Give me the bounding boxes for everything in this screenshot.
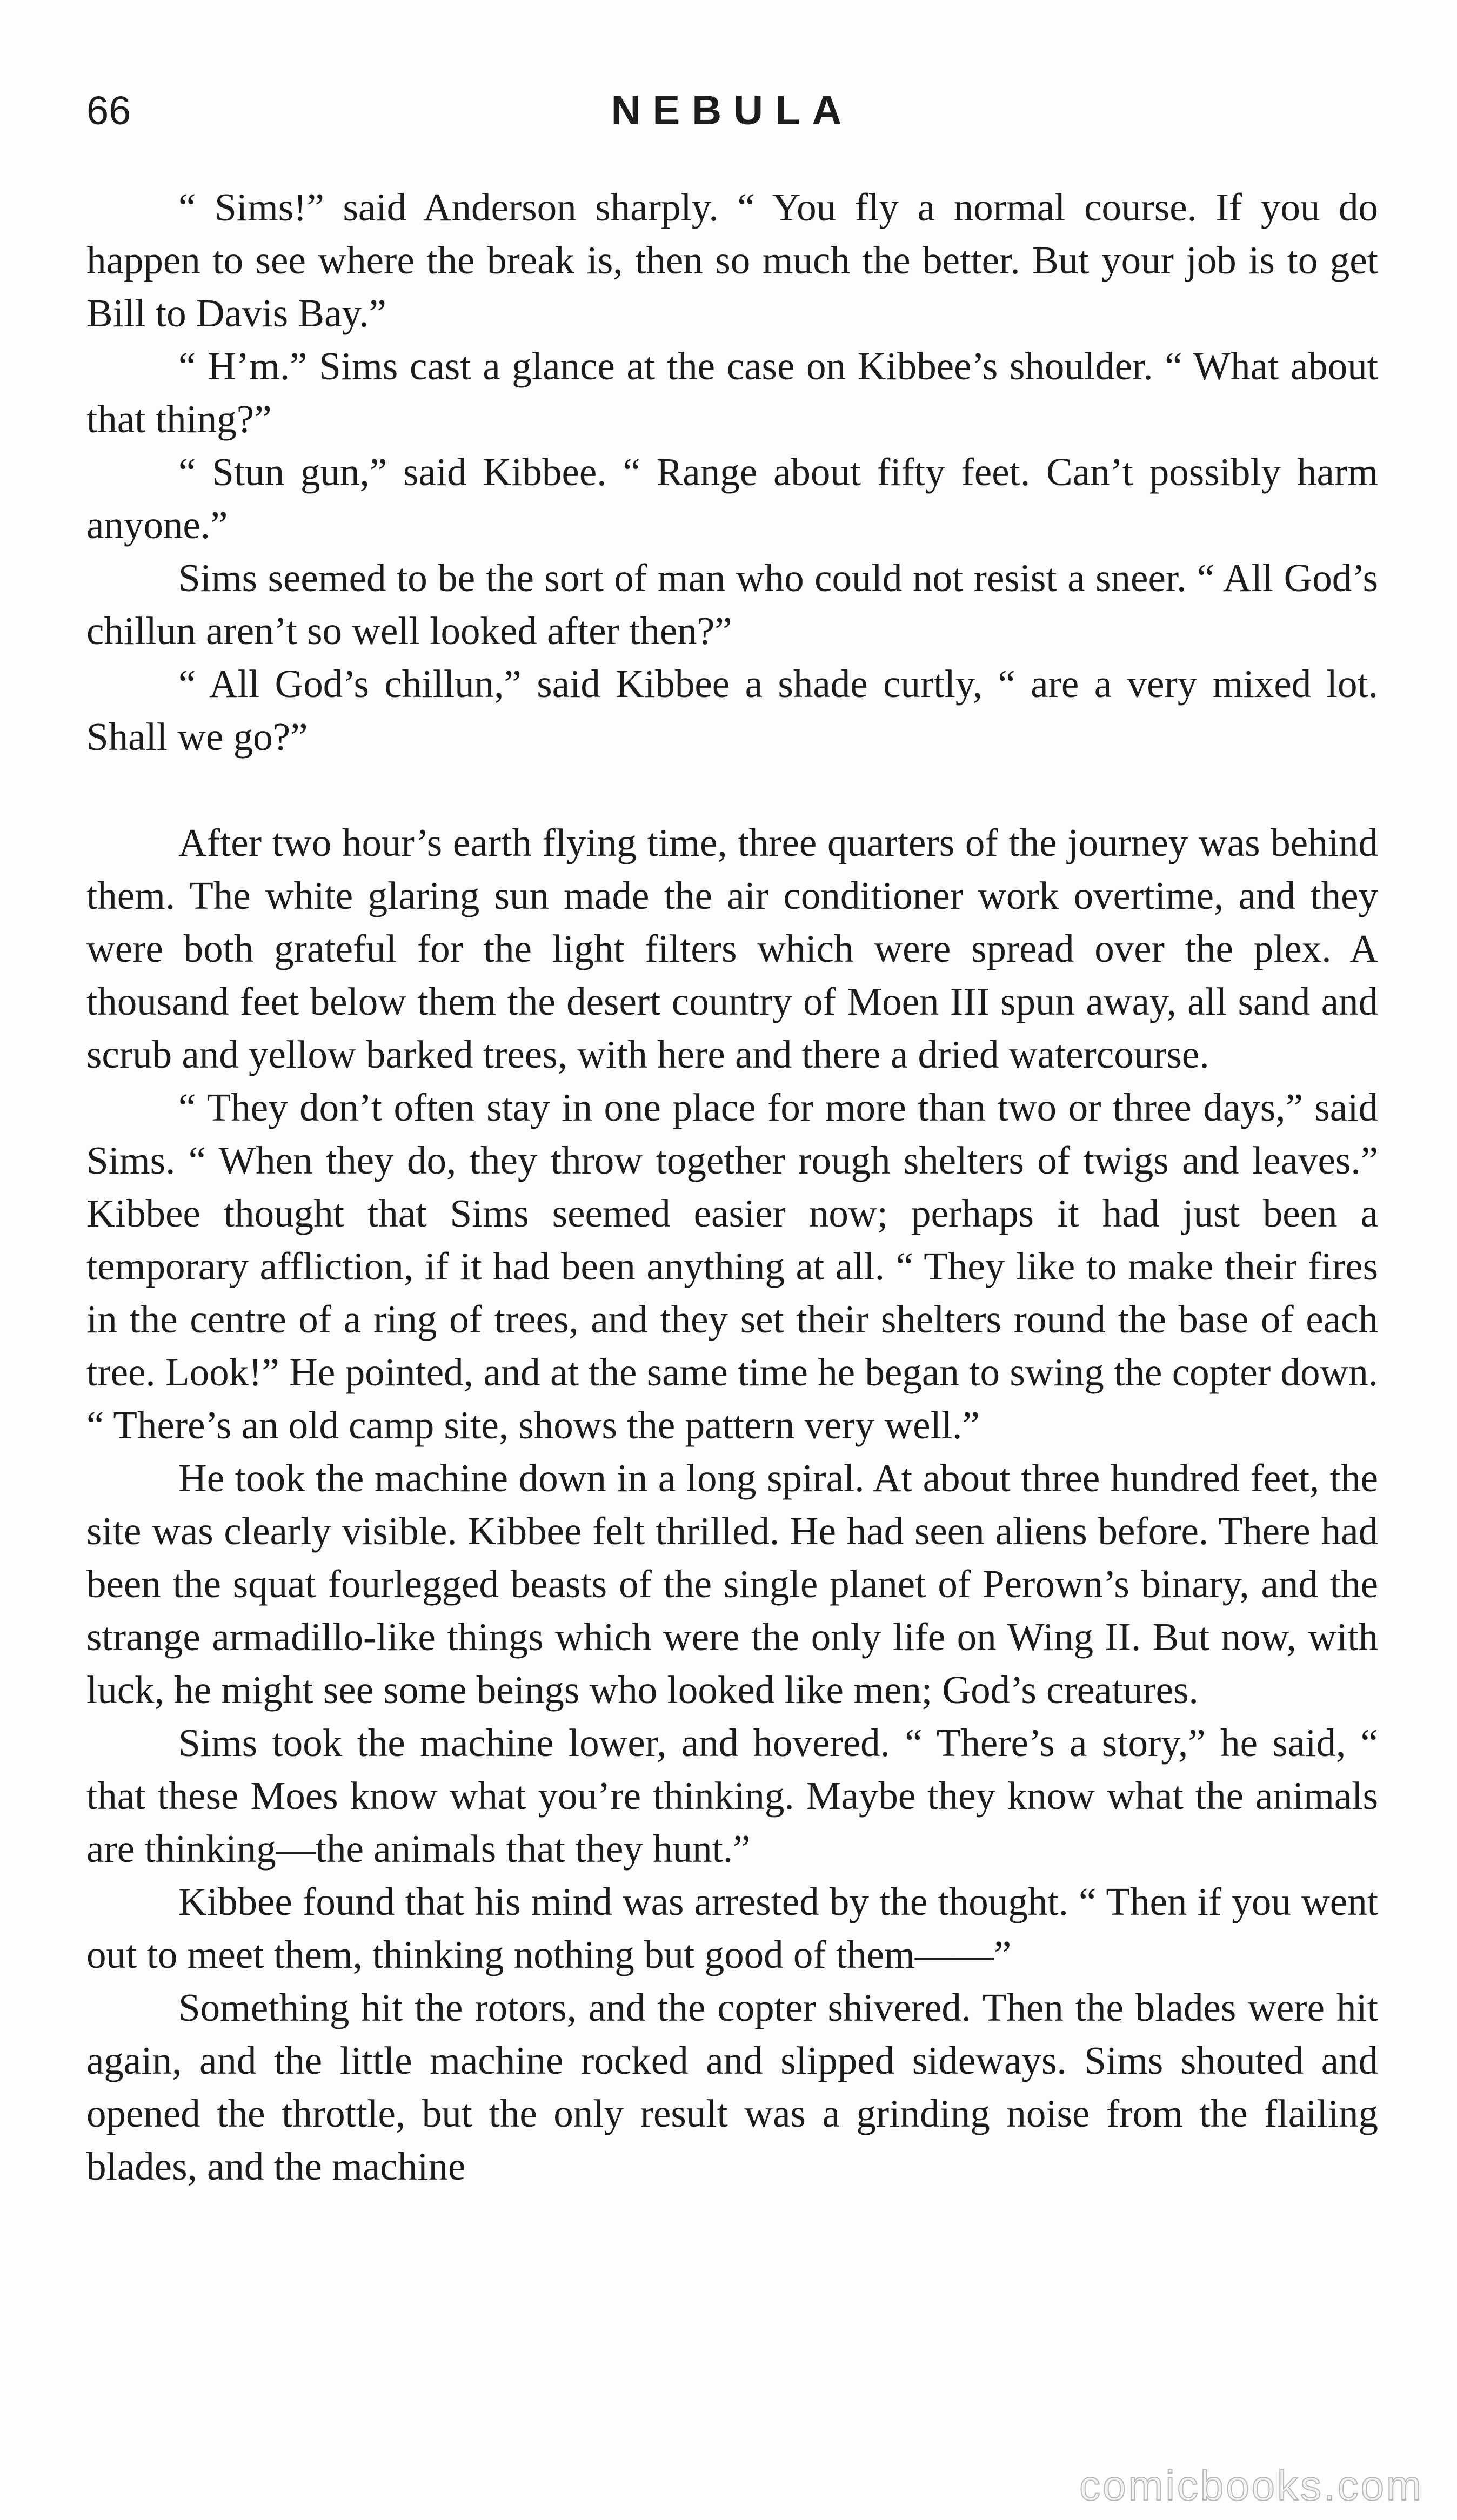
paragraph: “ Sims!” said Anderson sharply. “ You fly a normal course. If you do happen to see where the break is, then so much the better. But your job is to get Bill to Davis Bay.” bbox=[86, 185, 1378, 335]
paragraph: Sims took the machine lower, and hovered. “ There’s a story,” he said, “ that these Moes know what you’re thinking. Maybe they know what the animals are thinking—the animals that they hunt.” bbox=[86, 1721, 1378, 1871]
paragraph: He took the machine down in a long spiral. At about three hundred feet, the site was clearly visible. Kibbee felt thrilled. He had seen aliens before. There had been the squat fourlegged beasts of the single planet of Perown’s binary, and the strange armadillo-like things which were the only life on Wing II. But now, with luck, he might see some beings who looked like men; God’s creatures. bbox=[86, 1456, 1378, 1712]
page-header bbox=[86, 81, 1378, 140]
page-number: 66 bbox=[86, 88, 131, 133]
paragraph: “ H’m.” Sims cast a glance at the case on Kibbee’s shoulder. “ What about that thing?” bbox=[86, 344, 1378, 441]
paragraph: “ They don’t often stay in one place for more than two or three days,” said Sims. “ When they do, they throw together rough shelters of twigs and leaves.” Kibbee thought that Sims seemed easier now; perhaps it had just been a temporary affliction, if it had been anything at all. “ They like to make their fires in the centre of a ring of trees, and they set their shelters round the base of each tree. Look!” He pointed, and at the same time he began to swing the copter down. “ There’s an old camp site, shows the pattern very well.” bbox=[86, 1085, 1378, 1447]
watermark: comicbooks.com bbox=[1079, 2462, 1423, 2509]
paragraph: Sims seemed to be the sort of man who could not resist a sneer. “ All God’s chillun aren’t so well looked after then?” bbox=[86, 556, 1378, 653]
paragraph: “ All God’s chillun,” said Kibbee a shade curtly, “ are a very mixed lot. Shall we go?” bbox=[86, 662, 1378, 759]
running-title: NEBULA bbox=[611, 88, 854, 133]
paragraph: After two hour’s earth flying time, three quarters of the journey was behind them. The white glaring sun made the air conditioner work overtime, and they were both grateful for the light filters which were spread over the plex. A thousand feet below them the desert country of Moen III spun away, all sand and scrub and yellow barked trees, with here and there a dried watercourse. bbox=[86, 821, 1378, 1076]
paragraph: Something hit the rotors, and the copter shivered. Then the blades were hit again, and the little machine rocked and slipped sideways. Sims shouted and opened the throttle, but the only result was a grinding noise from the flailing blades, and the machine bbox=[86, 1986, 1378, 2188]
paragraph: Kibbee found that his mind was arrested by the thought. “ Then if you went out to meet them, thinking nothing but good of them——” bbox=[86, 1880, 1378, 1976]
story-text bbox=[86, 181, 1378, 2193]
paragraph: “ Stun gun,” said Kibbee. “ Range about fifty feet. Can’t possibly harm anyone.” bbox=[86, 450, 1378, 547]
